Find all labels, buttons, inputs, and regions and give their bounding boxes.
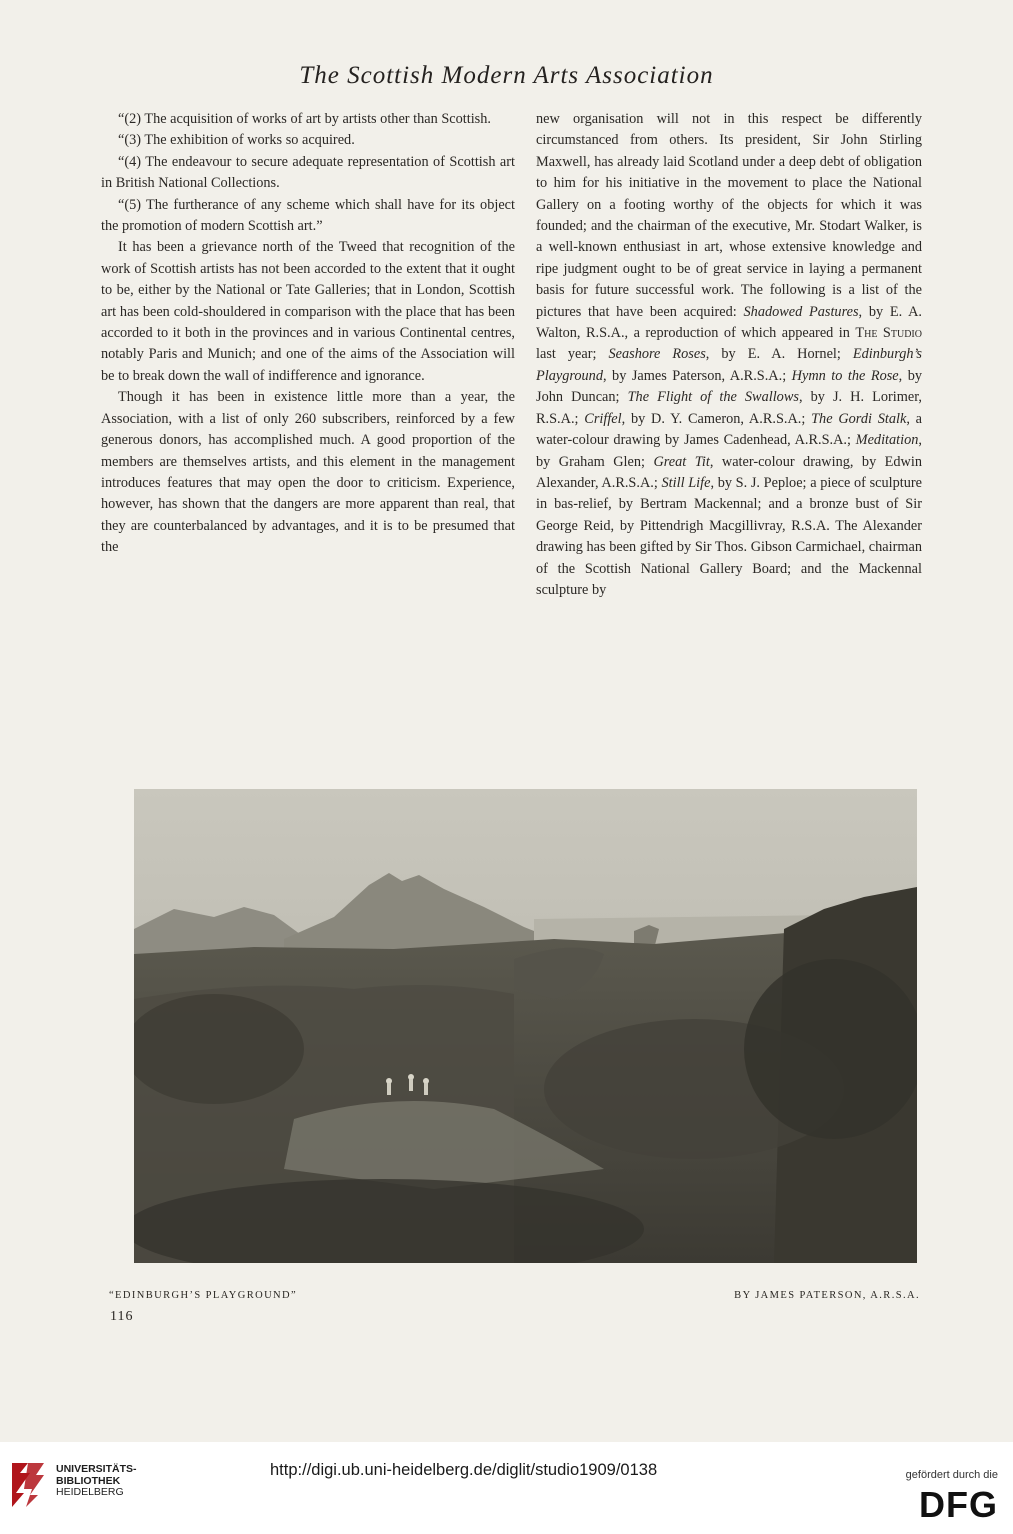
text-run: , by James Paterson, A.R.S.A.;	[602, 367, 792, 384]
text-run: , by E. A. Walton, R.S.A., a reproduction of which appeared in	[536, 303, 923, 342]
text-run: , by Graham Glen;	[536, 432, 922, 470]
page-number: 116	[110, 1309, 134, 1324]
text-run: , a water-colour drawing by James Cadenhead, A.R.S.A.;	[536, 410, 922, 449]
library-name	[56, 1464, 137, 1499]
library-name-line: BIBLIOTHEK	[56, 1474, 121, 1487]
artwork-title: Seashore Roses	[608, 346, 706, 363]
paragraph: Though it has been in existence little more than a year, the Association, with a list of only 260 subscribers, reinforced by a few generous donors, has accomplished much. A good proportion of the members are themselves artists, and this element in the management introduces features that may open the door to criticism. Experience, however, has shown that the dangers are more apparent than real, that they are counterbalanced by advantages, and it is to be presumed that the	[101, 389, 515, 556]
text-run: new organisation will not in this respect be differently circumstanced from others. Its president, Sir John Stirling Maxwell, has already laid Scotland under a deep debt of obligation to him for his initiative in the movement to place the National Gallery on a footing worthy of the objects for which it was founded; and the chairman of the executive, Mr. Stodart Walker, is a well-known enthusiast in art, whose extensive knowledge and ripe judgment ought to be of great service in laying a permanent basis for future successful work. The following is a list of the pictures that have been acquired:	[536, 111, 922, 320]
paragraph: “(4) The endeavour to secure adequate representation of Scottish art in British National Collections.	[101, 153, 515, 192]
text-run: , by S. J. Peploe; a piece of sculpture in bas-relief, by Bertram Mackennal; and a bronze bust of Sir George Reid, by Pittendrigh Macgillivray, R.S.A. The Alexander drawing has been gifted by Sir Thos. Gibson Carmichael, chairman of the Scottish National Gallery Board; and the Mackennal sculpture by	[536, 474, 922, 598]
artwork-title: Hymn to the Rose	[791, 367, 899, 384]
right-text-column	[536, 109, 922, 601]
paragraph: “(5) The furtherance of any scheme which shall have for its object the promotion of modern Scottish art.”	[101, 196, 515, 235]
running-title: The Scottish Modern Arts Association	[299, 62, 714, 89]
artwork-title: The Flight of the Swallows	[627, 389, 799, 406]
digitization-footer	[0, 1442, 1013, 1534]
text-run: , by J. H. Lorimer, R.S.A.;	[536, 389, 922, 427]
dfg-logo: DFG	[919, 1484, 998, 1525]
artwork-title: Great Tit	[653, 453, 710, 470]
left-text-column	[101, 109, 515, 559]
artwork-title: Shadowed Pastures	[743, 303, 859, 320]
text-run: , by John Duncan;	[536, 367, 922, 406]
text-run: , by E. A. Hornel;	[705, 346, 853, 363]
landscape-painting-plate	[134, 789, 917, 1263]
library-name-line: HEIDELBERG	[56, 1486, 124, 1498]
library-name-line: UNIVERSITÄTS-	[56, 1463, 137, 1475]
artwork-title: Still Life	[661, 474, 711, 491]
funding-text: gefördert durch die	[905, 1469, 998, 1481]
permalink-url[interactable]: http://digi.ub.uni-heidelberg.de/diglit/studio1909/0138	[270, 1461, 658, 1479]
painting-illustration	[134, 789, 917, 1263]
university-library-logo-icon	[8, 1459, 48, 1511]
plate-caption-artist: BY JAMES PATERSON, A.R.S.A.	[734, 1290, 920, 1301]
text-run: , by D. Y. Cameron, A.R.S.A.;	[621, 410, 812, 427]
artwork-title: Meditation	[855, 432, 919, 449]
plate-caption-title: “EDINBURGH’S PLAYGROUND”	[109, 1290, 298, 1301]
text-run: last year;	[536, 346, 609, 363]
artwork-title: Criffel	[584, 410, 622, 427]
paragraph	[536, 109, 922, 601]
artwork-title: The Gordi Stalk	[811, 410, 907, 427]
artwork-title: Edinburgh’s Playground	[536, 346, 923, 384]
paragraph: It has been a grievance north of the Tweed that recognition of the work of Scottish artists has not been accorded to the extent that it ought to be, either by the National or Tate Galleries; that in London, Scottish art has been cold-shouldered in comparison with the place that has been accorded to it both in the provinces and in various Continental centres, notably Paris and Munich; and one of the aims of the Association will be to break down the wall of indifference and ignorance.	[101, 239, 515, 384]
paragraph: “(2) The acquisition of works of art by artists other than Scottish.	[118, 111, 491, 127]
text-run: , water-colour drawing, by Edwin Alexander, A.R.S.A.;	[536, 453, 922, 491]
paragraph: “(3) The exhibition of works so acquired.	[118, 132, 355, 149]
magazine-name: The Studio	[855, 325, 922, 342]
